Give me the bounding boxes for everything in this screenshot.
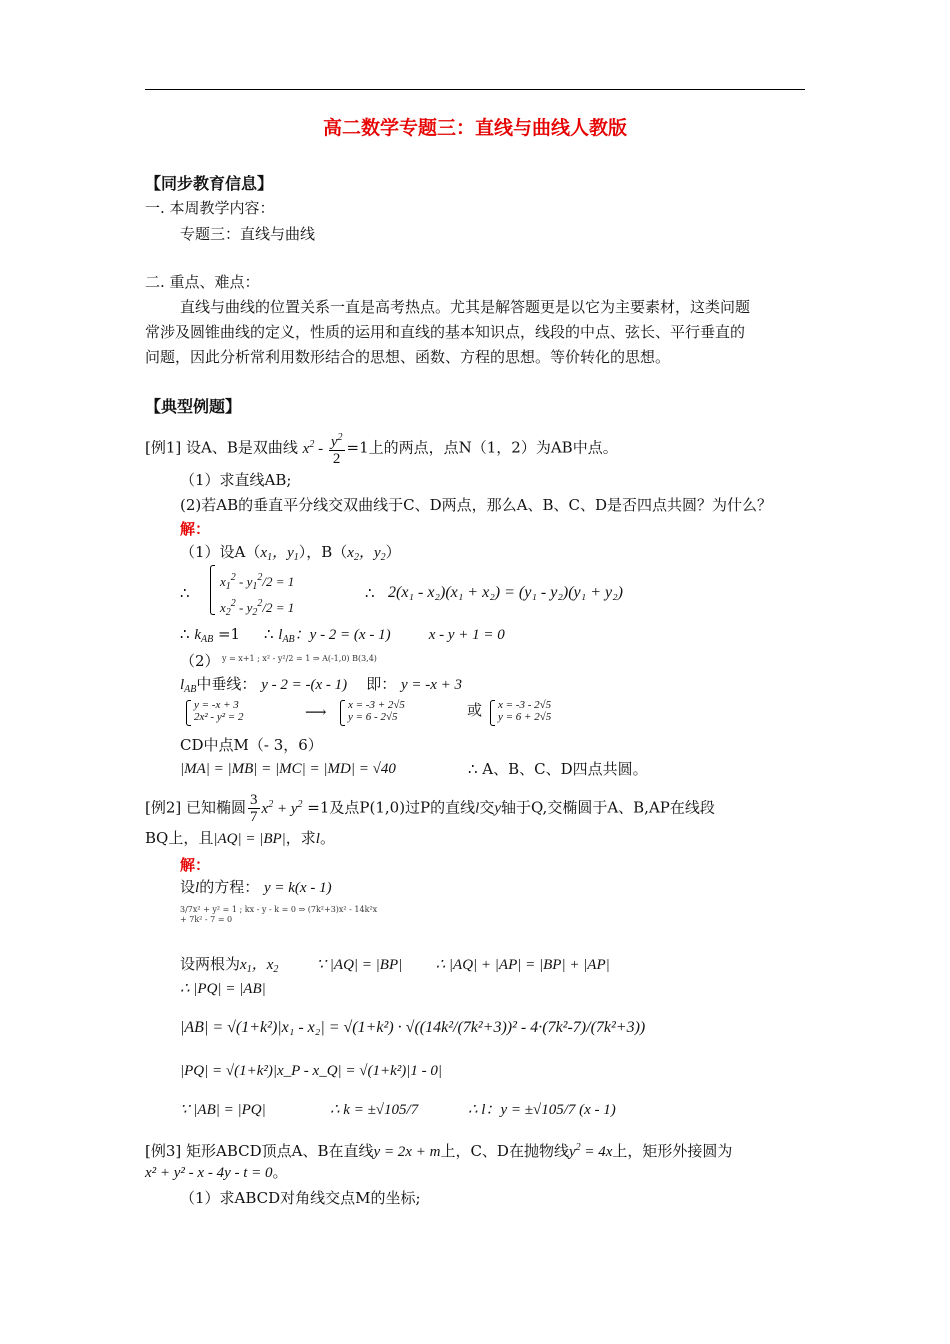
example-1-question-1: （1）求直线AB; [180,471,292,489]
example-1-solution-label: 解： [180,520,211,538]
solution-1-y: y = 6 - 2√5 [348,711,398,723]
pq-length-formula: |PQ| = √(1+k²)|x_P - x_Q| = √(1+k²)|1 - 0| [180,1063,443,1079]
example-3-statement: [例3] 矩形ABCD顶点A、B在直线y = 2x + m上，C、D在抛物线$y^2 = 4x$上，矩形外接圆为 [145,1142,733,1160]
item-key-points: 二. 重点、难点： [145,273,260,291]
system-brace [210,565,215,615]
example-2-tiny-system: 3/7x² + y² = 1 ; kx - y - k = 0 ⇒ (7k²+3)x² - 14k²x + 7k² - 7 = 0 [180,905,378,924]
implies-arrow: ⟶ [305,703,327,721]
example-2-statement: [例2] 已知椭圆 $\frac{3}{7}$ $x^2 + y^2 =1$及点P(1,0)过P的直线l交y轴于Q,交椭圆于A、B,AP在线段 [145,792,715,825]
system-brace-4 [490,700,495,726]
example-2-label: [例2] [145,798,182,817]
because-ab-pq: ∵ |AB| = |PQ| [180,1102,266,1118]
line-equation-setup: 设l的方程： y = k(x - 1) [180,878,332,896]
example-1-set-points: （1）设$A(x_1$，$y_1$），$B(x_2$，$y_2$） [180,543,401,563]
perpendicular-bisector-line: $l_{AB}$中垂线： y - 2 = -(x - 1) 即： y = -x + 3 [180,675,463,695]
part-2-label: （2） [180,652,220,670]
cd-midpoint: CD中点M（- 3，6） [180,736,323,754]
example-1-label: [例1] [145,438,182,457]
k-value: ∴ k = ±√105/7 [330,1102,419,1118]
section-heading-sync: 【同步教育信息】 [145,174,274,193]
difference-equation: 2(x₁ - x₂)(x₁ + x₂) = (y₁ - y₂)(y₁ + y₂) [388,584,623,601]
system-brace-2 [186,700,191,726]
therefore-symbol: ∴ [180,584,190,602]
or-word: 或 [467,701,483,719]
pq-equals-ab: ∴ |PQ| = |AB| [180,981,266,997]
system-2-eq-2: 2x² - y² = 2 [194,711,244,723]
page-title: 高二数学专题三：直线与曲线人教版 [322,117,627,139]
solution-1-x: x = -3 + 2√5 [348,699,405,711]
example-2-condition: BQ上，且|AQ| = |BP|，求l。 [145,829,335,847]
paragraph-line-2: 常涉及圆锥曲线的定义，性质的运用和直线的基本知识点，线段的中点、弦长、平行垂直的 [145,323,746,341]
circumcircle-equation: x² + y² - x - 4y - t = 0。 [145,1163,288,1181]
example-2-solution-label: 解： [180,856,211,874]
system-2-eq-1: y = -x + 3 [194,699,239,711]
example-3-question-1: （1）求ABCD对角线交点M的坐标; [180,1189,421,1207]
topic-line: 专题三：直线与曲线 [180,225,316,243]
slope-line: ∴ $k_{AB} =1$ ∴ $l_{AB}$：y - 2 = (x - 1) x - y + 1 = 0 [180,625,505,645]
ab-length-formula: |AB| = √(1+k²)|x₁ - x₂| = √(1+k²) · √((14k²/(7k²+3))² - 4·(7k²-7)/(7k²+3)) [180,1019,646,1036]
part-2-tiny-system: y = x+1 ; x² - y²/2 = 1 ⇒ A(-1,0) B(3,4) [222,654,377,663]
concyclic-conclusion: ∴ A、B、C、D四点共圆。 [468,760,648,778]
section-heading-examples: 【典型例题】 [145,397,242,416]
example-1-statement: [例1] 设A、B是双曲线 $x^2$ - $\frac{y^2}{2}$ =1上的两点，点N（1，2）为AB中点。 [145,432,618,467]
example-3-label: [例3] [145,1142,182,1160]
system-brace-3 [340,700,345,726]
example-1-question-2: (2)若AB的垂直平分线交双曲线于C、D两点，那么A、B、C、D是否四点共圆？为什么？ [180,496,772,514]
solution-2-x: x = -3 - 2√5 [498,699,552,711]
therefore-symbol-2: ∴ [365,584,375,602]
item-weekly-content: 一. 本周教学内容： [145,199,275,217]
system-eq-2: $x_2^2 - y_2^2/2 = 1$ [220,598,295,618]
solution-2-y: y = 6 + 2√5 [498,711,552,723]
equal-distances: |MA| = |MB| = |MC| = |MD| = √40 [180,761,396,777]
paragraph-line-1: 直线与曲线的位置关系一直是高考热点。尤其是解答题更是以它为主要素材，这类问题 [180,298,751,316]
paragraph-line-3: 问题，因此分析常利用数形结合的思想、函数、方程的思想。等价转化的思想。 [145,348,671,366]
top-rule [145,89,805,90]
system-eq-1: $x_1^2 - y_1^2/2 = 1$ [220,572,295,592]
roots-line: 设两根为$x_1$，$x_2$ ∵ |AQ| = |BP| ∴ |AQ| + |AP| = |BP| + |AP| [180,955,610,975]
line-l-result: ∴ l：y = ±√105/7 (x - 1) [468,1102,616,1118]
